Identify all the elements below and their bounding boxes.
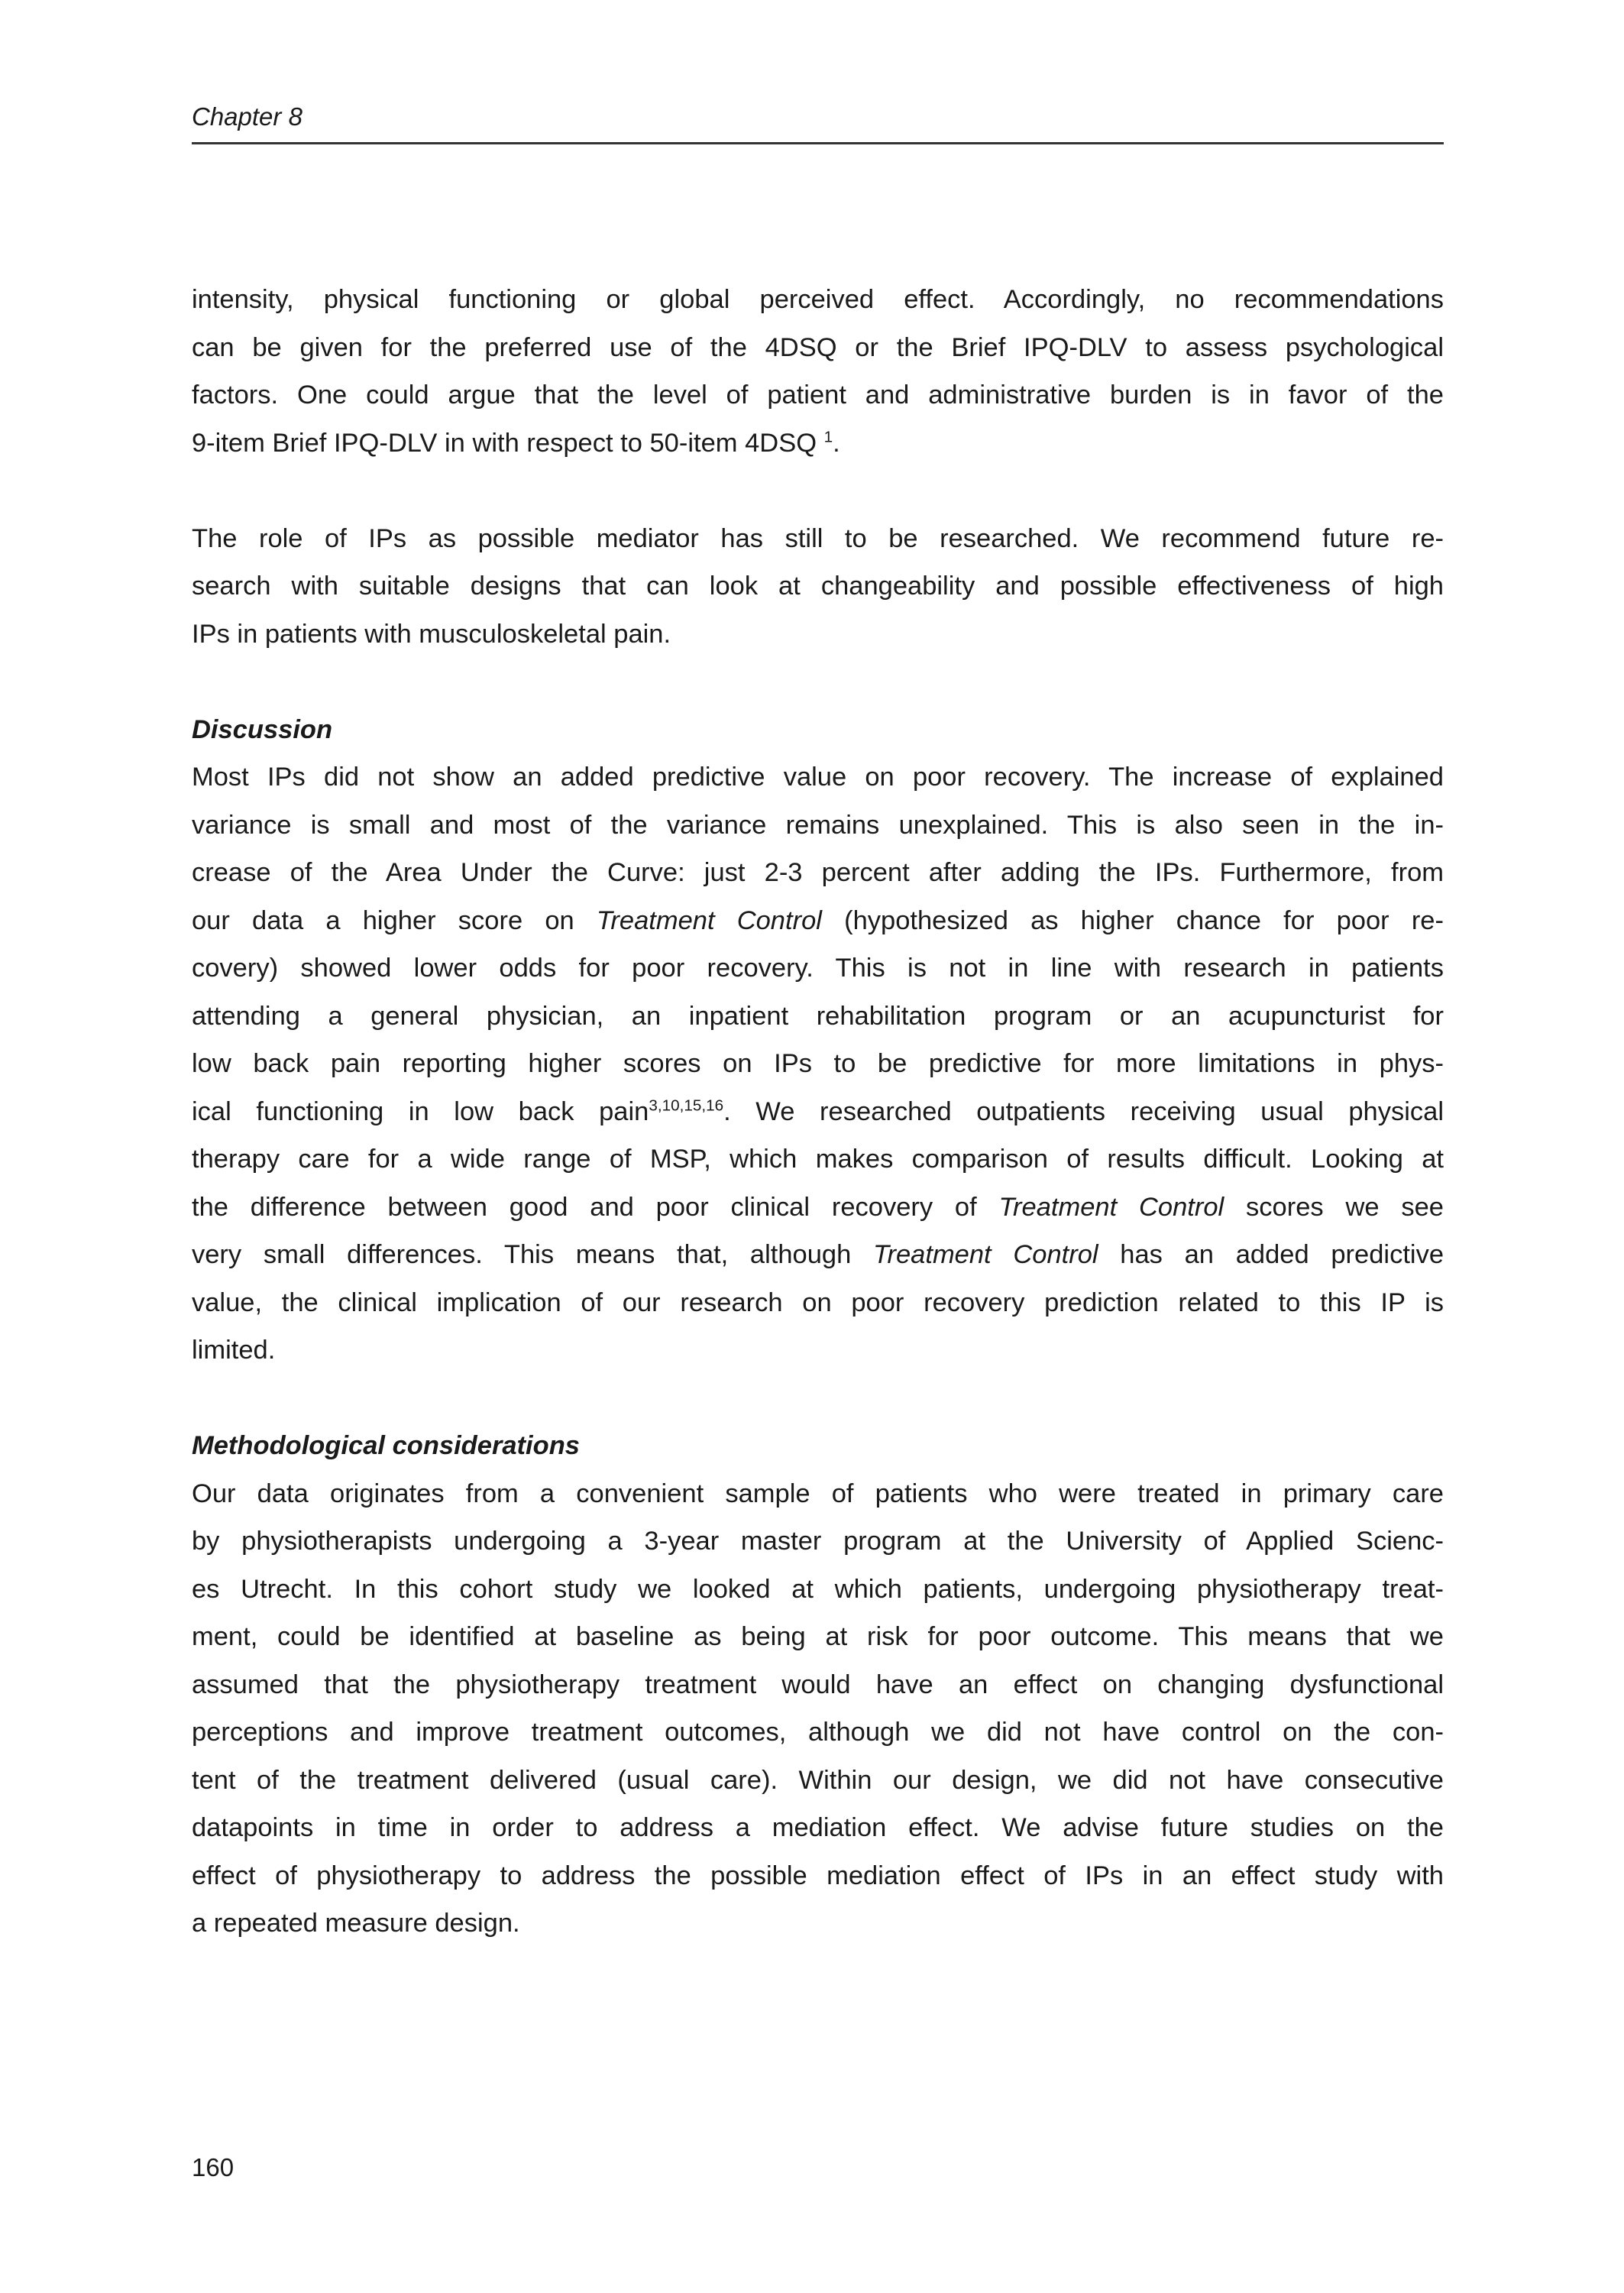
text-segment: ical functioning in low back pain xyxy=(192,1096,649,1126)
text-segment: tent of the treatment delivered (usual care). Within our design, we did not have consecutive xyxy=(192,1765,1444,1795)
paragraph-spacer xyxy=(192,1375,1444,1423)
paragraph-spacer xyxy=(192,658,1444,706)
text-segment: scores we see xyxy=(1224,1192,1444,1222)
text-line xyxy=(192,944,1444,993)
text-segment: covery) showed lower odds for poor recovery. This is not in line with research in patients xyxy=(192,954,1444,983)
text-segment: crease of the Area Under the Curve: just 2-3 percent after adding the IPs. Furthermore, from xyxy=(192,858,1444,887)
text-segment: factors. One could argue that the level of patient and administrative burden is in favor of the xyxy=(192,381,1444,410)
text-line xyxy=(192,753,1444,802)
body-text xyxy=(192,276,1444,1948)
citation-superscript: 1 xyxy=(823,428,833,445)
paragraph xyxy=(192,753,1444,1375)
text-line xyxy=(192,1708,1444,1757)
text-segment: perceptions and improve treatment outcomes, although we did not have control on the con- xyxy=(192,1718,1444,1747)
text-segment: attending a general physician, an inpatient rehabilitation program or an acupuncturist for xyxy=(192,1001,1444,1031)
text-segment: our data a higher score on xyxy=(192,905,597,935)
text-segment: low back pain reporting higher scores on IPs to be predictive for more limitations in phys- xyxy=(192,1049,1444,1078)
text-line xyxy=(192,849,1444,897)
text-segment: variance is small and most of the variance remains unexplained. This is also seen in the in- xyxy=(192,810,1444,840)
text-line xyxy=(192,897,1444,945)
text-line xyxy=(192,1517,1444,1566)
text-line xyxy=(192,802,1444,850)
text-line xyxy=(192,1804,1444,1852)
text-line xyxy=(192,419,1444,468)
section-heading: Methodological considerations xyxy=(192,1431,580,1460)
text-segment: a repeated measure design. xyxy=(192,1909,520,1938)
text-segment: assumed that the physiotherapy treatment would have an effect on changing dysfunctional xyxy=(192,1670,1444,1699)
text-line xyxy=(192,515,1444,563)
text-line xyxy=(192,324,1444,372)
text-line xyxy=(192,1661,1444,1709)
paragraph xyxy=(192,1470,1444,1948)
paragraph-spacer xyxy=(192,467,1444,515)
text-segment: IPs in patients with musculoskeletal pain. xyxy=(192,619,671,649)
text-segment: therapy care for a wide range of MSP, which makes comparison of results difficult. Looking at xyxy=(192,1145,1444,1174)
text-line xyxy=(192,1088,1444,1136)
page-number: 160 xyxy=(192,2153,235,2181)
text-line xyxy=(192,1184,1444,1232)
text-segment: intensity, physical functioning or global perceived effect. Accordingly, no recommendations xyxy=(192,285,1444,314)
text-segment: by physiotherapists undergoing a 3-year master program at the University of Applied Scienc- xyxy=(192,1527,1444,1556)
text-segment: ment, could be identified at baseline as being at risk for poor outcome. This means that we xyxy=(192,1622,1444,1651)
italic-term: Treatment Control xyxy=(872,1240,1098,1269)
text-line xyxy=(192,1040,1444,1088)
text-line xyxy=(192,1613,1444,1661)
text-line xyxy=(192,993,1444,1041)
text-line xyxy=(192,1231,1444,1279)
text-line xyxy=(192,1135,1444,1184)
text-segment: The role of IPs as possible mediator has still to be researched. We recommend future re- xyxy=(192,523,1444,553)
text-line xyxy=(192,1326,1444,1375)
text-line xyxy=(192,276,1444,324)
text-line xyxy=(192,562,1444,610)
paragraph xyxy=(192,515,1444,659)
citation-superscript: 3,10,15,16 xyxy=(649,1096,724,1114)
text-segment: the difference between good and poor clinical recovery of xyxy=(192,1192,999,1222)
text-segment: value, the clinical implication of our research on poor recovery prediction related to this IP is xyxy=(192,1287,1444,1317)
text-line xyxy=(192,1899,1444,1948)
running-header-title: Chapter 8 xyxy=(192,102,302,131)
text-segment: . We researched outpatients receiving usual physical xyxy=(723,1096,1444,1126)
text-segment: effect of physiotherapy to address the possible mediation effect of IPs in an effect study with xyxy=(192,1861,1444,1890)
text-segment: datapoints in time in order to address a mediation effect. We advise future studies on the xyxy=(192,1813,1444,1842)
paragraph xyxy=(192,276,1444,467)
text-line xyxy=(192,371,1444,419)
text-segment: can be given for the preferred use of the 4DSQ or the Brief IPQ-DLV to assess psychological xyxy=(192,332,1444,362)
text-segment: Most IPs did not show an added predictive value on poor recovery. The increase of explained xyxy=(192,763,1444,792)
text-segment: search with suitable designs that can look at changeability and possible effectiveness of high xyxy=(192,572,1444,601)
text-segment: 9-item Brief IPQ-DLV in with respect to 50-item 4DSQ xyxy=(192,428,824,458)
text-line xyxy=(192,1757,1444,1805)
text-segment: es Utrecht. In this cohort study we looked at which patients, undergoing physiotherapy treat- xyxy=(192,1574,1444,1604)
section-heading: Discussion xyxy=(192,714,333,744)
text-segment: (hypothesized as higher chance for poor re- xyxy=(821,905,1444,935)
text-segment: very small differences. This means that, although xyxy=(192,1240,873,1269)
text-segment: . xyxy=(833,428,840,458)
text-line xyxy=(192,610,1444,659)
text-segment: Our data originates from a convenient sample of patients who were treated in primary care xyxy=(192,1478,1444,1508)
text-line xyxy=(192,1470,1444,1518)
text-segment: limited. xyxy=(192,1336,276,1365)
text-line xyxy=(192,1279,1444,1327)
text-line xyxy=(192,1852,1444,1900)
text-segment: has an added predictive xyxy=(1098,1240,1444,1269)
header-rule xyxy=(192,142,1444,144)
italic-term: Treatment Control xyxy=(998,1192,1224,1222)
italic-term: Treatment Control xyxy=(596,905,822,935)
text-line xyxy=(192,1566,1444,1614)
